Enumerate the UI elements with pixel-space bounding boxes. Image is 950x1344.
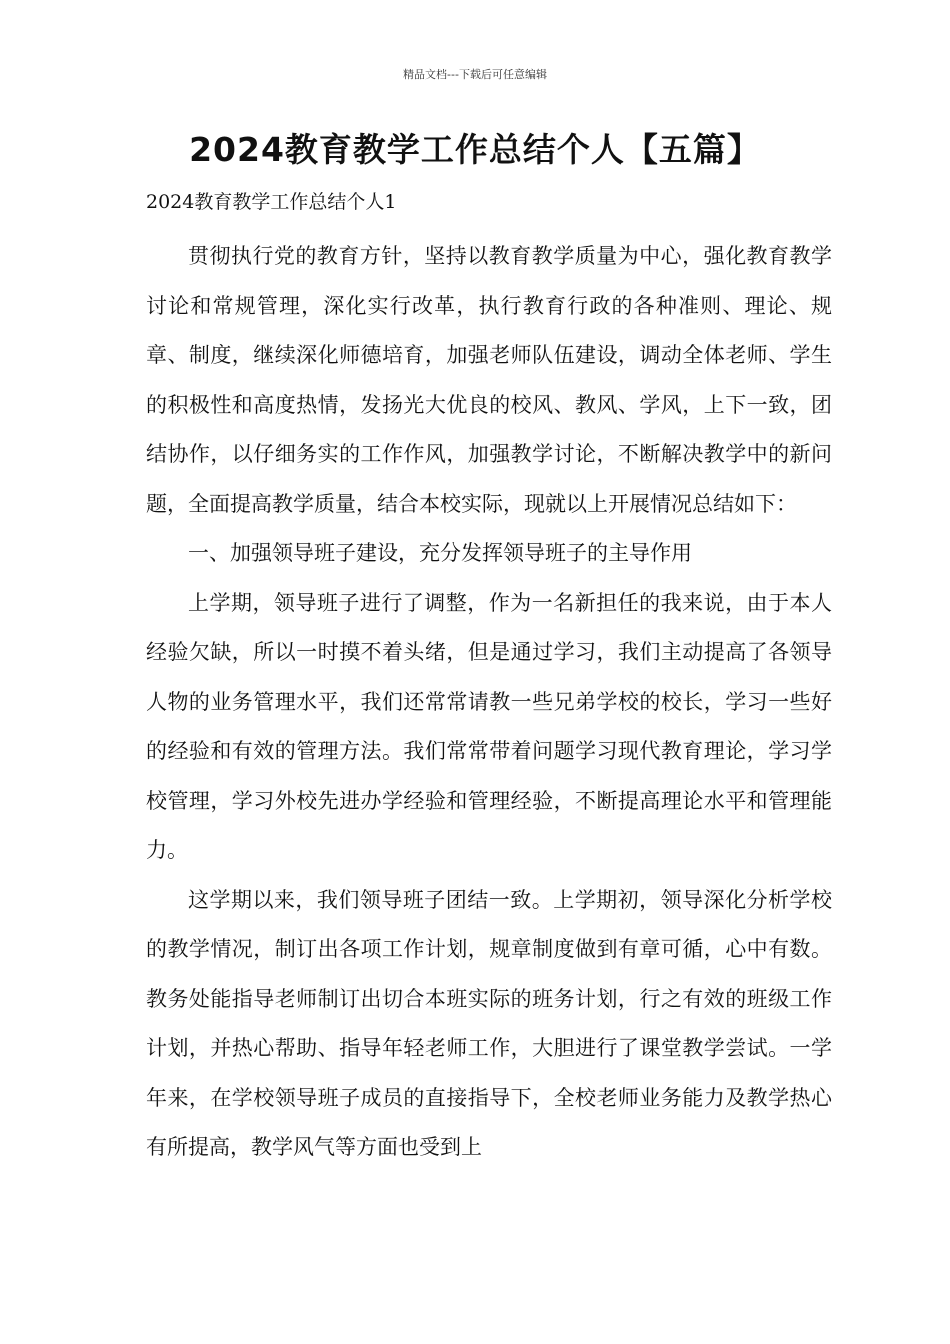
paragraph: 这学期以来，我们领导班子团结一致。上学期初，领导深化分析学校的教学情况，制订出各项工作计划，规章制度做到有章可循，心中有数。教务处能指导老师制订出切合本班实际的班务计划，行之有效的班级工作计划，并热心帮助、指导年轻老师工作，大胆进行了课堂教学尝试。一学年来，在学校领导班子成员的直接指导下，全校老师业务能力及教学热心有所提高，教学风气等方面也受到上 [146,887,832,1159]
paragraph: 贯彻执行党的教育方针，坚持以教育教学质量为中心，强化教育教学讨论和常规管理，深化实行改革，执行教育行政的各种准则、理论、规章、制度，继续深化师德培育，加强老师队伍建设，调动全体老师、学生的积极性和高度热情，发扬光大优良的校风、教风、学风，上下一致，团结协作，以仔细务实的工作作风，加强教学讨论，不断解决教学中的新问题，全面提高教学质量，结合本校实际，现就以上开展情况总结如下： [146,244,832,516]
paragraph: 上学期，领导班子进行了调整，作为一名新担任的我来说，由于本人经验欠缺，所以一时摸不着头绪，但是通过学习，我们主动提高了各领导人物的业务管理水平，我们还常常请教一些兄弟学校的校长，学习一些好的经验和有效的管理方法。我们常常带着问题学习现代教育理论，学习学校管理，学习外校先进办学经验和管理经验，不断提高理论水平和管理能力。 [146,590,832,862]
document-body [146,232,832,1173]
section-heading: 一、加强领导班子建设，充分发挥领导班子的主导作用 [188,541,692,565]
header-note: 精品文档---下载后可任意编辑 [403,68,547,81]
document-title: 2024教育教学工作总结个人【五篇】 [189,130,761,169]
section-subtitle: 2024教育教学工作总结个人1 [146,191,397,213]
